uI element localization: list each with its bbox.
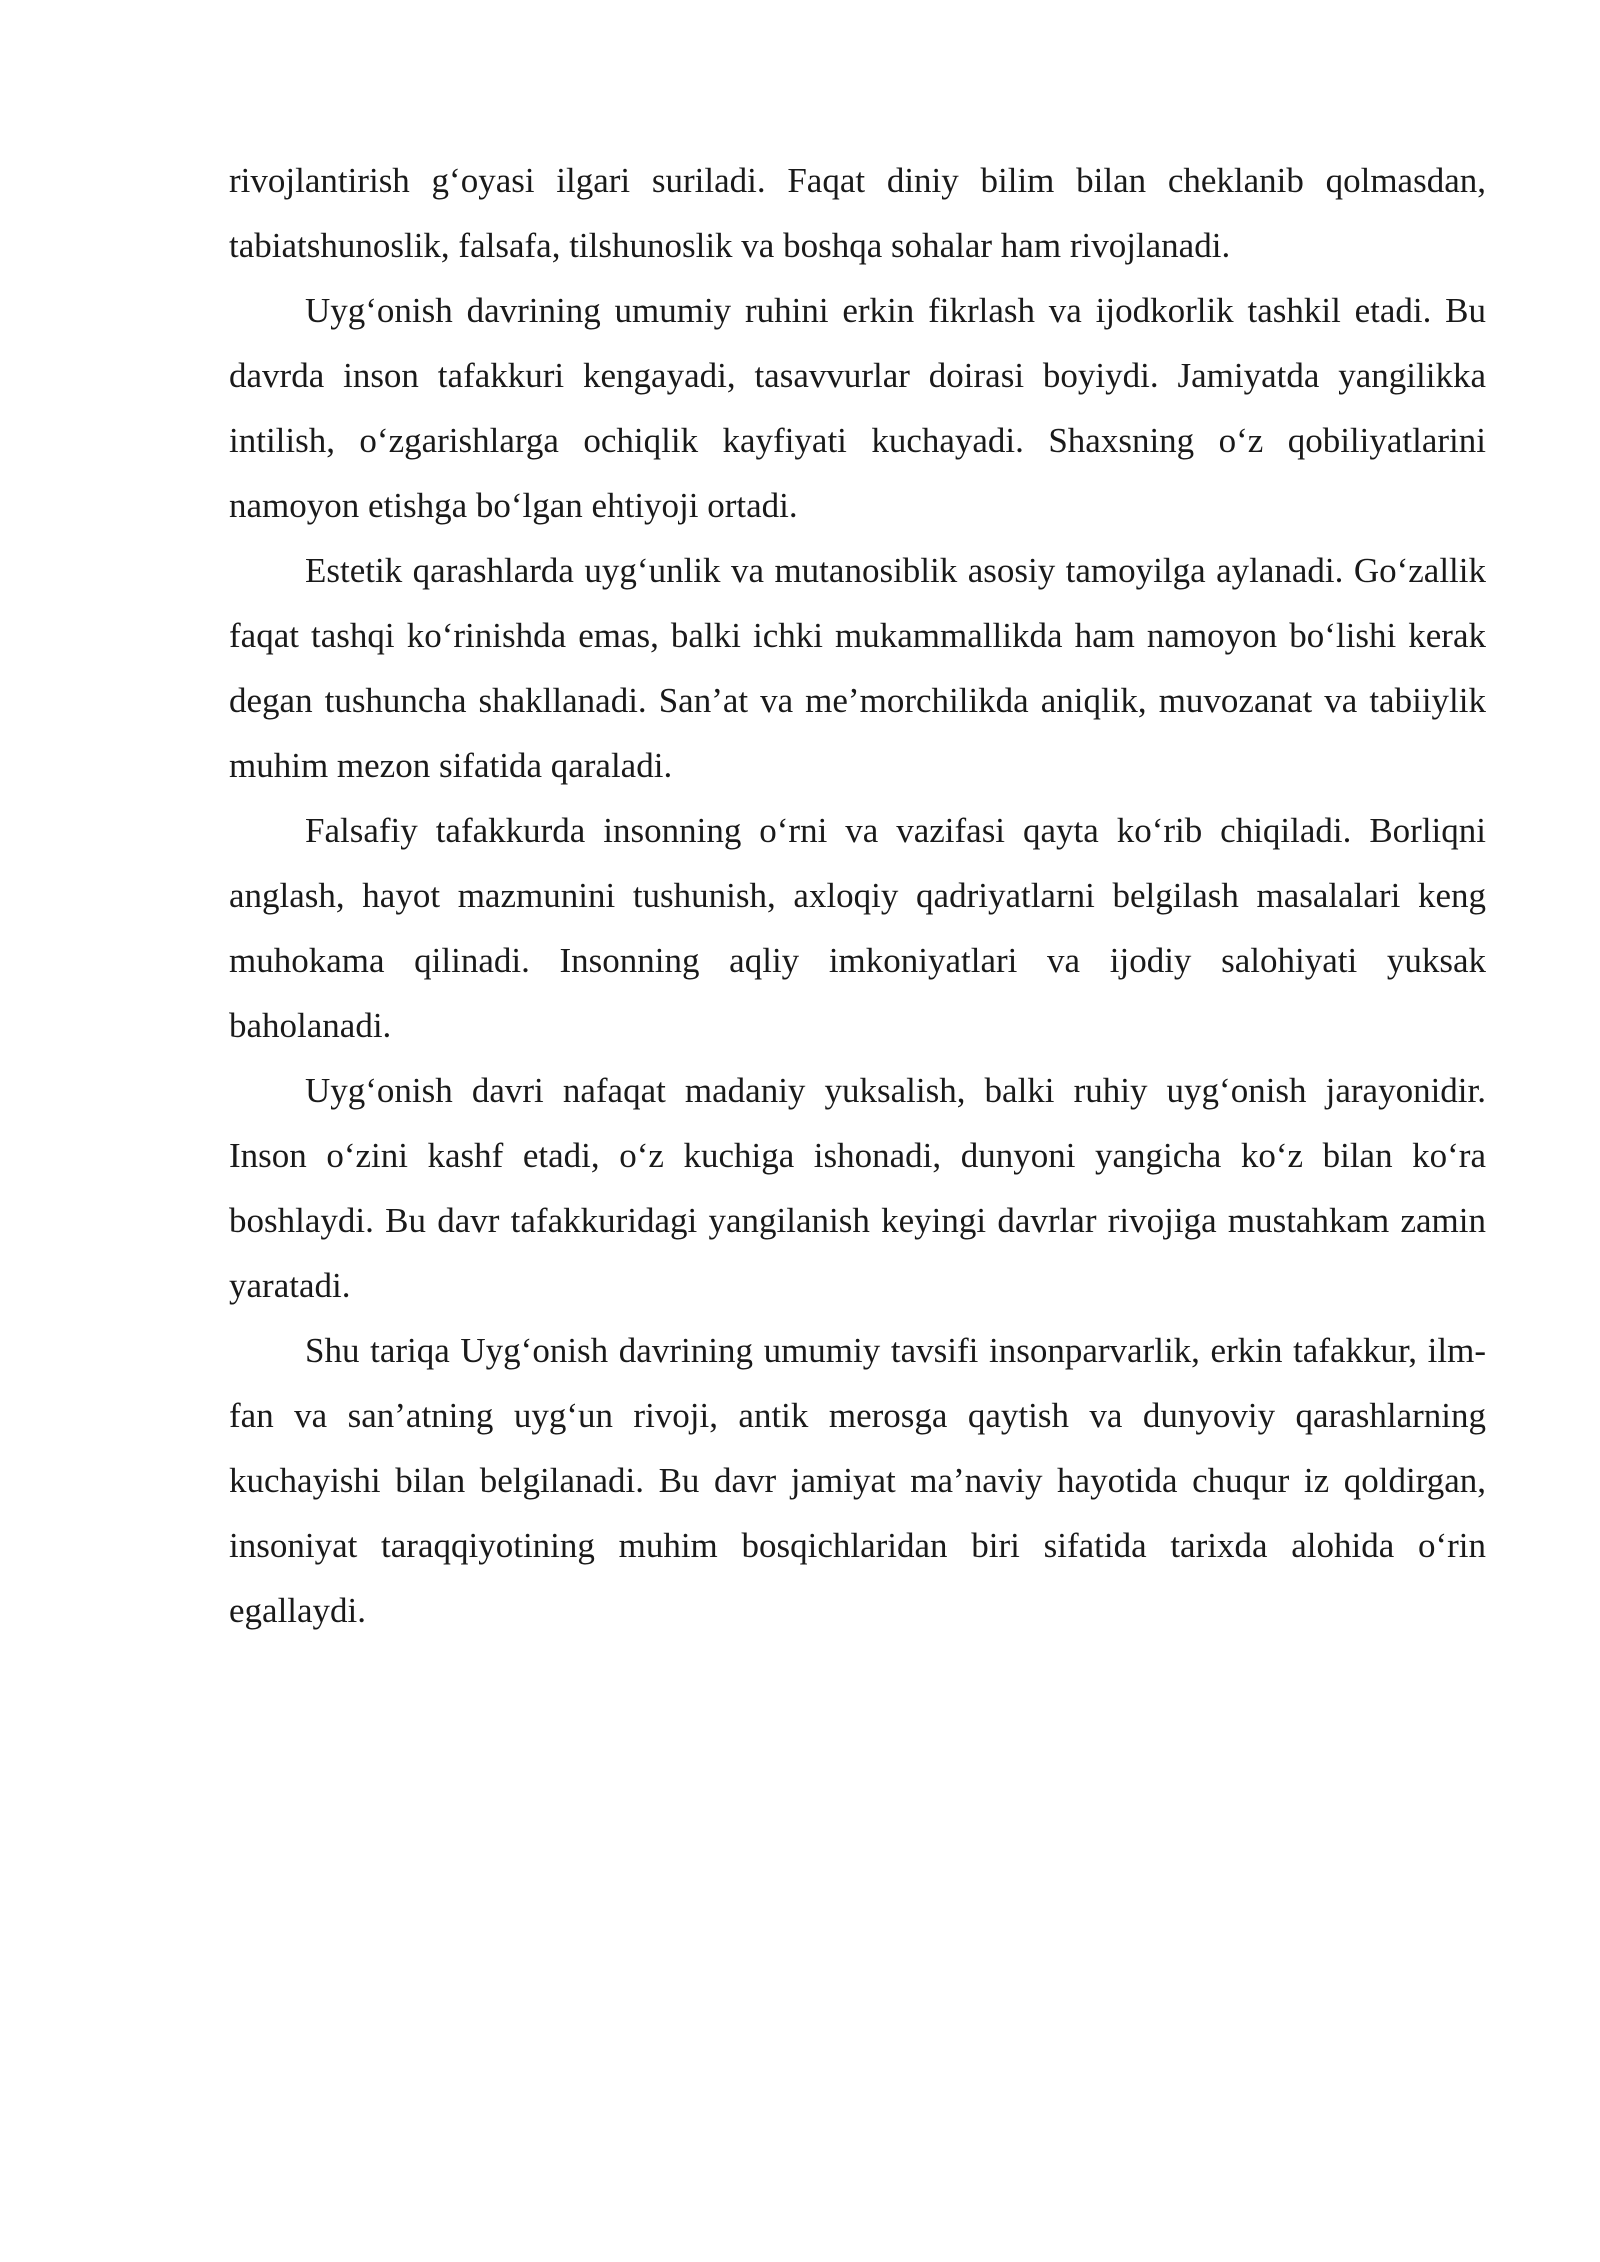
paragraph: Uyg‘onish davrining umumiy ruhini erkin fikrlash va ijodkorlik tashkil etadi. Bu davrda inson tafakkuri kengayadi, tasavvurlar doirasi boyiydi. Jamiyatda yangilikka intilish, o‘zgarishlarga ochiqlik kayfiyati kuchayadi. Shaxsning o‘z qobiliyatlarini namoyon etishga bo‘lgan ehtiyoji ortadi. xyxy=(229,291,1486,525)
paragraph: Falsafiy tafakkurda insonning o‘rni va vazifasi qayta ko‘rib chiqiladi. Borliqni anglash, hayot mazmunini tushunish, axloqiy qadriyatlarni belgilash masalalari keng muhokama qilinadi. Insonning aqliy imkoniyatlari va ijodiy salohiyati yuksak baholanadi. xyxy=(229,811,1486,1045)
body-text xyxy=(229,148,1486,1643)
paragraph: Shu tariqa Uyg‘onish davrining umumiy tavsifi insonparvarlik, erkin tafakkur, ilm-fan va san’atning uyg‘un rivoji, antik merosga qaytish va dunyoviy qarashlarning kuchayishi bilan belgilanadi. Bu davr jamiyat ma’naviy hayotida chuqur iz qoldirgan, insoniyat taraqqiyotining muhim bosqichlaridan biri sifatida tarixda alohida o‘rin egallaydi. xyxy=(229,1331,1486,1630)
paragraph-continuation: rivojlantirish g‘oyasi ilgari suriladi. Faqat diniy bilim bilan cheklanib qolmasdan, tabiatshunoslik, falsafa, tilshunoslik va boshqa sohalar ham rivojlanadi. xyxy=(229,161,1486,265)
paragraph: Uyg‘onish davri nafaqat madaniy yuksalish, balki ruhiy uyg‘onish jarayonidir. Inson o‘zini kashf etadi, o‘z kuchiga ishonadi, dunyoni yangicha ko‘z bilan ko‘ra boshlaydi. Bu davr tafakkuridagi yangilanish keyingi davrlar rivojiga mustahkam zamin yaratadi. xyxy=(229,1071,1486,1305)
paragraph: Estetik qarashlarda uyg‘unlik va mutanosiblik asosiy tamoyilga aylanadi. Go‘zallik faqat tashqi ko‘rinishda emas, balki ichki mukammallikda ham namoyon bo‘lishi kerak degan tushuncha shakllanadi. San’at va me’morchilikda aniqlik, muvozanat va tabiiylik muhim mezon sifatida qaraladi. xyxy=(229,551,1486,785)
